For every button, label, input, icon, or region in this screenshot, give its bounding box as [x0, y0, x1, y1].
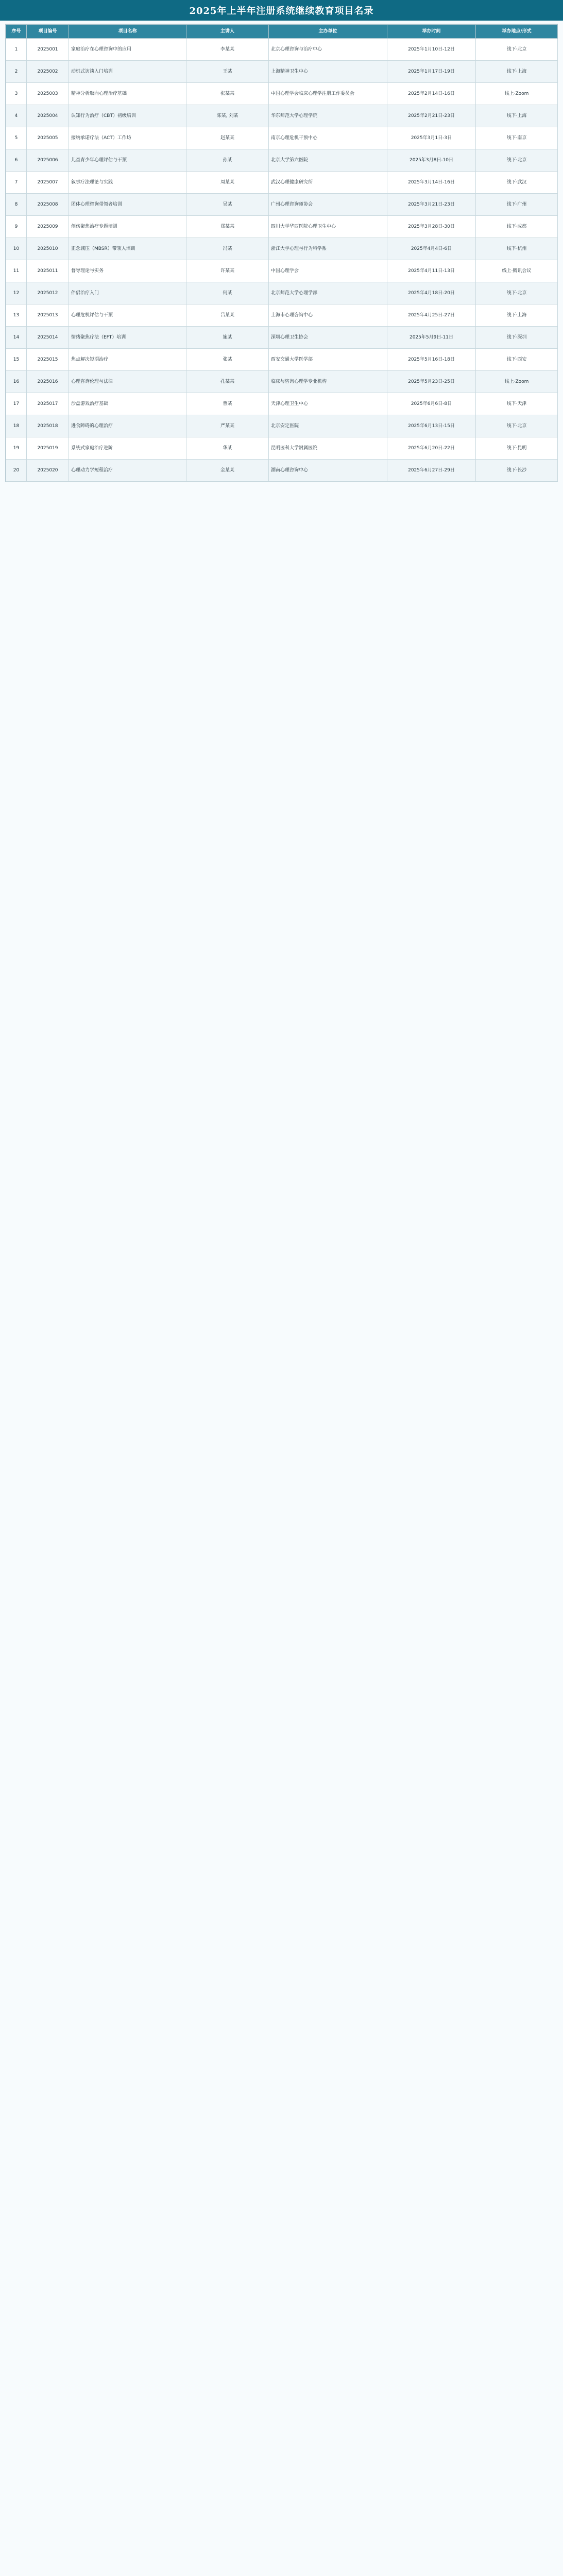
cell-project-name: 家庭治疗在心理咨询中的应用 — [69, 39, 186, 61]
cell-project-name: 团体心理咨询带领者培训 — [69, 194, 186, 216]
table-row — [6, 460, 558, 482]
cell-location: 线下·北京 — [476, 149, 558, 172]
cell-schedule: 2025年3月8日-10日 — [387, 149, 476, 172]
cell-schedule: 2025年5月16日-18日 — [387, 349, 476, 371]
cell-schedule: 2025年4月25日-27日 — [387, 304, 476, 327]
table-row — [6, 127, 558, 149]
cell-project-code: 2025006 — [27, 149, 69, 172]
column-header: 主讲人 — [186, 25, 269, 39]
table-row — [6, 149, 558, 172]
table-row — [6, 304, 558, 327]
table-row — [6, 238, 558, 260]
cell-project-name: 焦点解决短期治疗 — [69, 349, 186, 371]
cell-row-number: 9 — [6, 216, 27, 238]
cell-project-name: 创伤聚焦治疗专题培训 — [69, 216, 186, 238]
cell-schedule: 2025年1月10日-12日 — [387, 39, 476, 61]
cell-location: 线下·上海 — [476, 105, 558, 127]
cell-organizer: 上海市心理咨询中心 — [269, 304, 387, 327]
project-table — [6, 24, 558, 482]
cell-row-number: 6 — [6, 149, 27, 172]
cell-project-name: 动机式访谈入门培训 — [69, 61, 186, 83]
cell-schedule: 2025年3月21日-23日 — [387, 194, 476, 216]
cell-schedule: 2025年2月14日-16日 — [387, 83, 476, 105]
cell-project-name: 心理咨询伦理与法律 — [69, 371, 186, 393]
column-header: 举办地点/形式 — [476, 25, 558, 39]
column-header: 序号 — [6, 25, 27, 39]
cell-lecturer: 赵某某 — [186, 127, 269, 149]
cell-project-code: 2025009 — [27, 216, 69, 238]
cell-organizer: 广州心理咨询师协会 — [269, 194, 387, 216]
cell-row-number: 17 — [6, 393, 27, 415]
cell-row-number: 1 — [6, 39, 27, 61]
cell-location: 线下·广州 — [476, 194, 558, 216]
cell-location: 线下·武汉 — [476, 172, 558, 194]
cell-project-code: 2025013 — [27, 304, 69, 327]
cell-project-code: 2025014 — [27, 327, 69, 349]
cell-lecturer: 冯某 — [186, 238, 269, 260]
cell-organizer: 北京心理咨询与治疗中心 — [269, 39, 387, 61]
cell-organizer: 北京安定医院 — [269, 415, 387, 437]
cell-organizer: 浙江大学心理与行为科学系 — [269, 238, 387, 260]
table-row — [6, 371, 558, 393]
cell-row-number: 12 — [6, 282, 27, 304]
cell-project-name: 心理动力学短程治疗 — [69, 460, 186, 482]
cell-organizer: 昆明医科大学附属医院 — [269, 437, 387, 460]
cell-project-name: 认知行为治疗（CBT）初级培训 — [69, 105, 186, 127]
column-header: 项目名称 — [69, 25, 186, 39]
cell-project-code: 2025012 — [27, 282, 69, 304]
table-row — [6, 437, 558, 460]
cell-project-code: 2025016 — [27, 371, 69, 393]
cell-project-code: 2025001 — [27, 39, 69, 61]
cell-project-code: 2025003 — [27, 83, 69, 105]
cell-lecturer: 张某 — [186, 349, 269, 371]
cell-row-number: 3 — [6, 83, 27, 105]
cell-schedule: 2025年3月14日-16日 — [387, 172, 476, 194]
table-row — [6, 105, 558, 127]
cell-project-name: 心理危机评估与干预 — [69, 304, 186, 327]
cell-row-number: 13 — [6, 304, 27, 327]
cell-schedule: 2025年3月28日-30日 — [387, 216, 476, 238]
cell-row-number: 10 — [6, 238, 27, 260]
project-table-container — [5, 24, 558, 482]
table-row — [6, 61, 558, 83]
cell-lecturer: 王某 — [186, 61, 269, 83]
cell-project-name: 接纳承诺疗法（ACT）工作坊 — [69, 127, 186, 149]
cell-lecturer: 吕某某 — [186, 304, 269, 327]
table-row — [6, 39, 558, 61]
cell-lecturer: 陈某, 刘某 — [186, 105, 269, 127]
cell-project-code: 2025004 — [27, 105, 69, 127]
cell-project-name: 叙事疗法理论与实践 — [69, 172, 186, 194]
cell-project-name: 督导理论与实务 — [69, 260, 186, 282]
cell-project-code: 2025020 — [27, 460, 69, 482]
cell-location: 线下·南京 — [476, 127, 558, 149]
cell-row-number: 14 — [6, 327, 27, 349]
cell-schedule: 2025年6月13日-15日 — [387, 415, 476, 437]
cell-lecturer: 何某 — [186, 282, 269, 304]
cell-organizer: 湖南心理咨询中心 — [269, 460, 387, 482]
page-title: 2025年上半年注册系统继续教育项目名录 — [0, 0, 563, 21]
cell-organizer: 武汉心理健康研究所 — [269, 172, 387, 194]
cell-location: 线下·北京 — [476, 39, 558, 61]
cell-location: 线下·杭州 — [476, 238, 558, 260]
cell-project-code: 2025011 — [27, 260, 69, 282]
cell-project-name: 正念减压（MBSR）带领人培训 — [69, 238, 186, 260]
cell-schedule: 2025年4月4日-6日 — [387, 238, 476, 260]
cell-project-name: 伴侣治疗入门 — [69, 282, 186, 304]
cell-schedule: 2025年1月17日-19日 — [387, 61, 476, 83]
column-header: 项目编号 — [27, 25, 69, 39]
cell-project-code: 2025005 — [27, 127, 69, 149]
cell-organizer: 上海精神卫生中心 — [269, 61, 387, 83]
table-row — [6, 327, 558, 349]
cell-row-number: 20 — [6, 460, 27, 482]
cell-schedule: 2025年5月23日-25日 — [387, 371, 476, 393]
cell-project-code: 2025019 — [27, 437, 69, 460]
table-row — [6, 282, 558, 304]
cell-location: 线下·长沙 — [476, 460, 558, 482]
cell-lecturer: 郑某某 — [186, 216, 269, 238]
cell-row-number: 5 — [6, 127, 27, 149]
cell-lecturer: 周某某 — [186, 172, 269, 194]
cell-location: 线下·北京 — [476, 282, 558, 304]
cell-lecturer: 李某某 — [186, 39, 269, 61]
cell-project-name: 沙盘游戏治疗基础 — [69, 393, 186, 415]
cell-project-name: 情绪聚焦疗法（EFT）培训 — [69, 327, 186, 349]
cell-schedule: 2025年3月1日-3日 — [387, 127, 476, 149]
cell-organizer: 中国心理学会 — [269, 260, 387, 282]
cell-lecturer: 严某某 — [186, 415, 269, 437]
cell-schedule: 2025年4月18日-20日 — [387, 282, 476, 304]
table-row — [6, 393, 558, 415]
cell-location: 线下·西安 — [476, 349, 558, 371]
cell-organizer: 中国心理学会临床心理学注册工作委员会 — [269, 83, 387, 105]
cell-lecturer: 施某 — [186, 327, 269, 349]
cell-project-code: 2025002 — [27, 61, 69, 83]
cell-row-number: 19 — [6, 437, 27, 460]
cell-row-number: 11 — [6, 260, 27, 282]
cell-lecturer: 华某 — [186, 437, 269, 460]
cell-schedule: 2025年6月20日-22日 — [387, 437, 476, 460]
cell-project-code: 2025008 — [27, 194, 69, 216]
cell-row-number: 4 — [6, 105, 27, 127]
cell-organizer: 天津心理卫生中心 — [269, 393, 387, 415]
cell-organizer: 四川大学华西医院心理卫生中心 — [269, 216, 387, 238]
cell-project-code: 2025007 — [27, 172, 69, 194]
cell-project-name: 系统式家庭治疗进阶 — [69, 437, 186, 460]
cell-row-number: 7 — [6, 172, 27, 194]
table-row — [6, 260, 558, 282]
cell-location: 线上·Zoom — [476, 83, 558, 105]
table-row — [6, 83, 558, 105]
cell-lecturer: 许某某 — [186, 260, 269, 282]
cell-schedule: 2025年5月9日-11日 — [387, 327, 476, 349]
cell-organizer: 南京心理危机干预中心 — [269, 127, 387, 149]
column-header: 主办单位 — [269, 25, 387, 39]
cell-schedule: 2025年4月11日-13日 — [387, 260, 476, 282]
cell-location: 线上·腾讯会议 — [476, 260, 558, 282]
cell-row-number: 8 — [6, 194, 27, 216]
cell-schedule: 2025年6月6日-8日 — [387, 393, 476, 415]
cell-row-number: 18 — [6, 415, 27, 437]
cell-organizer: 北京师范大学心理学部 — [269, 282, 387, 304]
cell-row-number: 2 — [6, 61, 27, 83]
cell-lecturer: 孙某 — [186, 149, 269, 172]
cell-organizer: 临床与咨询心理学专业机构 — [269, 371, 387, 393]
cell-project-name: 进食障碍的心理治疗 — [69, 415, 186, 437]
cell-row-number: 16 — [6, 371, 27, 393]
cell-location: 线下·成都 — [476, 216, 558, 238]
cell-location: 线下·昆明 — [476, 437, 558, 460]
table-header-row — [6, 25, 558, 39]
cell-lecturer: 张某某 — [186, 83, 269, 105]
cell-project-name: 精神分析取向心理治疗基础 — [69, 83, 186, 105]
cell-lecturer: 金某某 — [186, 460, 269, 482]
cell-location: 线下·深圳 — [476, 327, 558, 349]
cell-project-code: 2025017 — [27, 393, 69, 415]
cell-project-code: 2025018 — [27, 415, 69, 437]
cell-location: 线下·上海 — [476, 61, 558, 83]
column-header: 举办时间 — [387, 25, 476, 39]
cell-schedule: 2025年6月27日-29日 — [387, 460, 476, 482]
cell-organizer: 北京大学第六医院 — [269, 149, 387, 172]
table-row — [6, 415, 558, 437]
cell-schedule: 2025年2月21日-23日 — [387, 105, 476, 127]
cell-organizer: 华东师范大学心理学院 — [269, 105, 387, 127]
table-row — [6, 194, 558, 216]
cell-organizer: 西安交通大学医学部 — [269, 349, 387, 371]
cell-lecturer: 孔某某 — [186, 371, 269, 393]
table-row — [6, 216, 558, 238]
cell-project-code: 2025010 — [27, 238, 69, 260]
cell-lecturer: 曹某 — [186, 393, 269, 415]
cell-project-name: 儿童青少年心理评估与干预 — [69, 149, 186, 172]
cell-project-code: 2025015 — [27, 349, 69, 371]
cell-location: 线下·上海 — [476, 304, 558, 327]
cell-lecturer: 吴某 — [186, 194, 269, 216]
table-body — [6, 39, 558, 482]
cell-row-number: 15 — [6, 349, 27, 371]
cell-location: 线下·天津 — [476, 393, 558, 415]
cell-organizer: 深圳心理卫生协会 — [269, 327, 387, 349]
cell-location: 线下·北京 — [476, 415, 558, 437]
cell-location: 线上·Zoom — [476, 371, 558, 393]
table-row — [6, 349, 558, 371]
table-row — [6, 172, 558, 194]
